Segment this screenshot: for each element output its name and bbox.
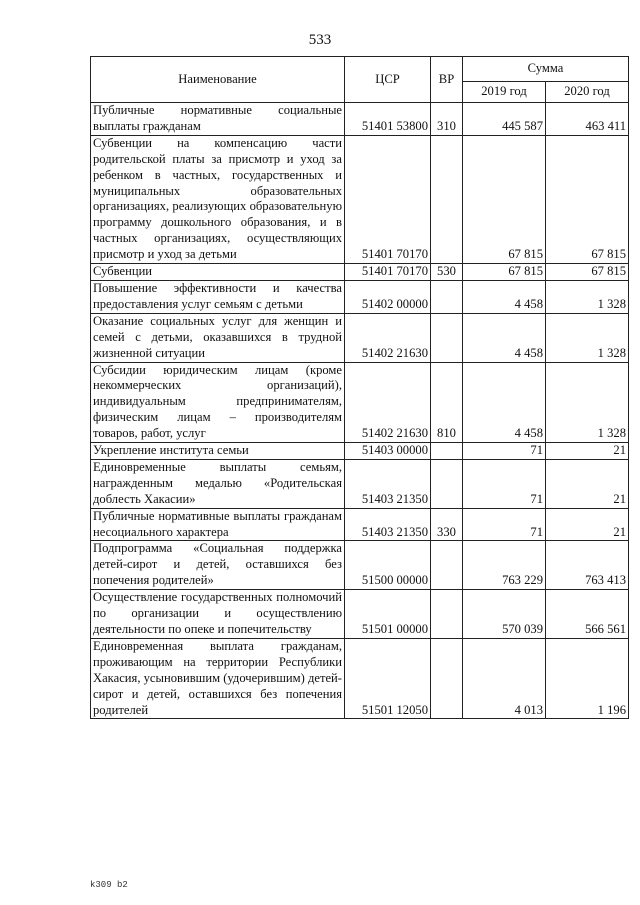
row-name-cell: Единовременные выплаты семьям, награжденным медалью «Родительская доблесть Хакасии»: [91, 459, 345, 508]
header-vr: ВР: [431, 57, 463, 103]
row-2019-cell: 71: [463, 443, 546, 460]
row-2020-cell: 1 328: [546, 280, 629, 313]
row-csr-cell: 51403 00000: [345, 443, 431, 460]
row-csr-cell: 51401 70170: [345, 264, 431, 281]
row-2020-cell: 1 328: [546, 313, 629, 362]
row-vr-cell: [431, 459, 463, 508]
table-header: [91, 57, 629, 103]
row-vr-cell: 810: [431, 362, 463, 443]
header-name: Наименование: [91, 57, 345, 103]
row-vr-cell: 330: [431, 508, 463, 541]
row-name-cell: Субвенции на компенсацию части родительской платы за присмотр и уход за ребенком в частных, государственных и муниципальных образовательных организациях, реализующих образовательную программу дошкольного образования, и в частных организациях, осуществляющих присмотр и уход за детьми: [91, 135, 345, 263]
row-2019-cell: 4 458: [463, 313, 546, 362]
row-2020-cell: 21: [546, 508, 629, 541]
header-sum: Сумма: [463, 57, 629, 82]
table-row: [91, 280, 629, 313]
row-2019-cell: 71: [463, 459, 546, 508]
table-row: [91, 459, 629, 508]
table-row: [91, 638, 629, 719]
row-vr-cell: [431, 443, 463, 460]
row-name-cell: Подпрограмма «Социальная поддержка детей-сирот и детей, оставшихся без попечения родителей»: [91, 541, 345, 590]
row-2019-cell: 67 815: [463, 135, 546, 263]
row-2019-cell: 67 815: [463, 264, 546, 281]
row-2020-cell: 67 815: [546, 264, 629, 281]
row-name-cell: Оказание социальных услуг для женщин и семей с детьми, оказавшихся в трудной жизненной ситуации: [91, 313, 345, 362]
row-csr-cell: 51402 21630: [345, 313, 431, 362]
row-name-cell: Осуществление государственных полномочий по организации и осуществлению деятельности по опеке и попечительству: [91, 590, 345, 639]
row-2019-cell: 4 458: [463, 362, 546, 443]
row-2020-cell: 566 561: [546, 590, 629, 639]
row-csr-cell: 51401 53800: [345, 103, 431, 136]
row-csr-cell: 51401 70170: [345, 135, 431, 263]
row-csr-cell: 51402 21630: [345, 362, 431, 443]
row-csr-cell: 51501 00000: [345, 590, 431, 639]
row-2020-cell: 21: [546, 443, 629, 460]
row-2019-cell: 763 229: [463, 541, 546, 590]
row-csr-cell: 51403 21350: [345, 459, 431, 508]
row-vr-cell: [431, 280, 463, 313]
row-name-cell: Субвенции: [91, 264, 345, 281]
row-vr-cell: 310: [431, 103, 463, 136]
table-row: [91, 443, 629, 460]
header-csr: ЦСР: [345, 57, 431, 103]
row-2020-cell: 763 413: [546, 541, 629, 590]
row-csr-cell: 51402 00000: [345, 280, 431, 313]
row-2019-cell: 4 013: [463, 638, 546, 719]
table-row: [91, 508, 629, 541]
row-vr-cell: [431, 313, 463, 362]
row-csr-cell: 51501 12050: [345, 638, 431, 719]
table-row: [91, 541, 629, 590]
row-name-cell: Укрепление института семьи: [91, 443, 345, 460]
row-vr-cell: 530: [431, 264, 463, 281]
row-2020-cell: 67 815: [546, 135, 629, 263]
table-body: [91, 103, 629, 719]
table-row: [91, 313, 629, 362]
row-vr-cell: [431, 590, 463, 639]
header-year-2020: 2020 год: [546, 82, 629, 103]
table-row: [91, 362, 629, 443]
budget-table: [90, 56, 629, 719]
table-row: [91, 103, 629, 136]
row-2019-cell: 4 458: [463, 280, 546, 313]
row-csr-cell: 51403 21350: [345, 508, 431, 541]
row-csr-cell: 51500 00000: [345, 541, 431, 590]
row-name-cell: Публичные нормативные выплаты гражданам несоциального характера: [91, 508, 345, 541]
row-2019-cell: 71: [463, 508, 546, 541]
table-row: [91, 135, 629, 263]
row-name-cell: Единовременная выплата гражданам, проживающим на территории Республики Хакасия, усыновившим (удочерившим) детей-сирот и детей, оставшихся без попечения родителей: [91, 638, 345, 719]
row-2019-cell: 445 587: [463, 103, 546, 136]
table-row: [91, 590, 629, 639]
row-vr-cell: [431, 638, 463, 719]
row-name-cell: Повышение эффективности и качества предоставления услуг семьям с детьми: [91, 280, 345, 313]
footer-code: k309 b2: [90, 880, 128, 890]
table-row: [91, 264, 629, 281]
row-name-cell: Публичные нормативные социальные выплаты гражданам: [91, 103, 345, 136]
header-year-2019: 2019 год: [463, 82, 546, 103]
page-number: 533: [308, 32, 332, 48]
row-2020-cell: 1 196: [546, 638, 629, 719]
row-2020-cell: 21: [546, 459, 629, 508]
row-2020-cell: 463 411: [546, 103, 629, 136]
row-name-cell: Субсидии юридическим лицам (кроме некоммерческих организаций), индивидуальным предпринимателям, физическим лицам – производителям товаров, работ, услуг: [91, 362, 345, 443]
row-vr-cell: [431, 135, 463, 263]
row-2020-cell: 1 328: [546, 362, 629, 443]
row-2019-cell: 570 039: [463, 590, 546, 639]
row-vr-cell: [431, 541, 463, 590]
